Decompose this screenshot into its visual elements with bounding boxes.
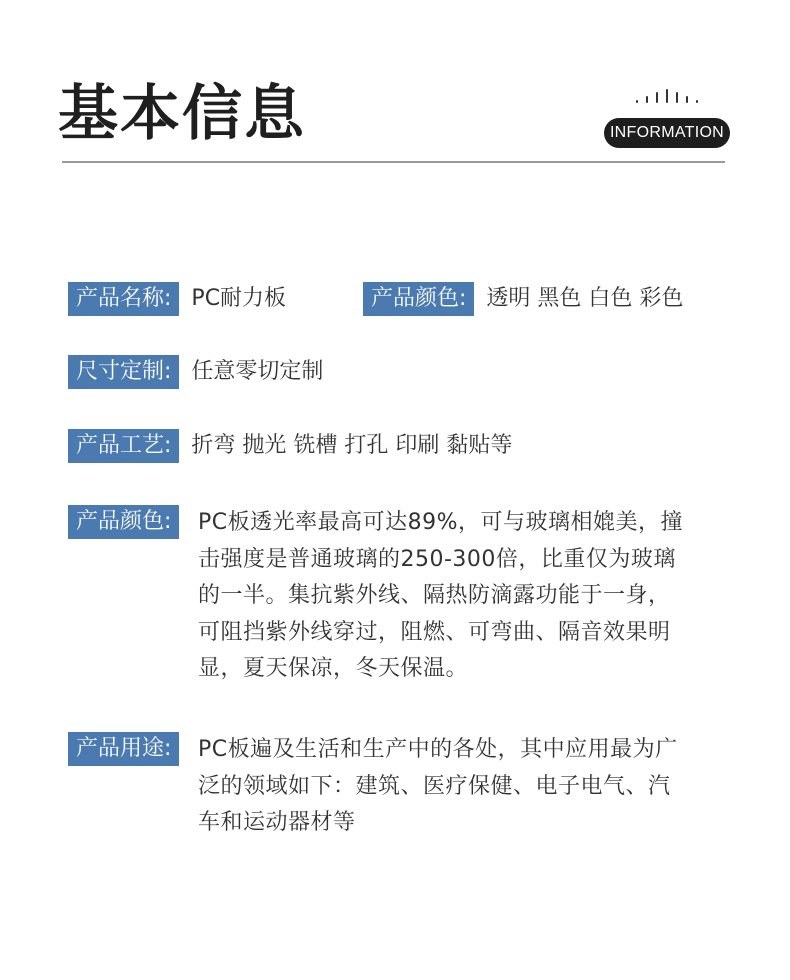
sound-bars-decoration-icon <box>636 89 700 103</box>
detail-color-line: PC板透光率最高可达89%，可与玻璃相媲美，撞 <box>198 510 684 535</box>
process-label: 产品工艺: <box>68 429 179 463</box>
spec-row-color <box>363 282 683 316</box>
size-value: 任意零切定制 <box>191 359 324 384</box>
process-value: 折弯 抛光 铣槽 打孔 印刷 黏贴等 <box>191 433 513 458</box>
detail-color-line: 可阻挡紫外线穿过，阻燃、可弯曲、隔音效果明 <box>198 619 671 645</box>
detail-color-text <box>198 505 728 688</box>
product-name-value: PC耐力板 <box>191 286 287 311</box>
detail-color-line: 显，夏天保凉，冬天保温。 <box>198 656 469 681</box>
detail-color-line: 的一半。集抗紫外线、隔热防滴露功能于一身， <box>198 583 671 608</box>
information-badge: INFORMATION <box>604 118 730 148</box>
detail-row-color <box>68 505 179 539</box>
spec-row-name <box>68 282 286 316</box>
detail-use-line: 泛的领域如下：建筑、医疗保健、电子电气、汽 <box>198 773 671 799</box>
detail-use-line: PC板遍及生活和生产中的各处，其中应用最为广 <box>198 737 678 762</box>
spec-row-process <box>68 429 512 463</box>
spec-row-size <box>68 355 323 389</box>
product-color-label: 产品颜色: <box>363 282 474 316</box>
header-divider <box>62 161 725 163</box>
detail-use-label: 产品用途: <box>68 732 179 766</box>
product-name-label: 产品名称: <box>68 282 179 316</box>
detail-color-label: 产品颜色: <box>68 505 179 539</box>
detail-use-text <box>198 732 728 842</box>
detail-use-line: 车和运动器材等 <box>198 810 356 835</box>
size-label: 尺寸定制: <box>68 355 179 389</box>
page-title: 基本信息 <box>58 79 306 149</box>
product-color-value: 透明 黑色 白色 彩色 <box>486 286 684 311</box>
detail-row-use <box>68 732 179 766</box>
detail-color-line: 击强度是普通玻璃的250-300倍，比重仅为玻璃 <box>198 546 676 572</box>
